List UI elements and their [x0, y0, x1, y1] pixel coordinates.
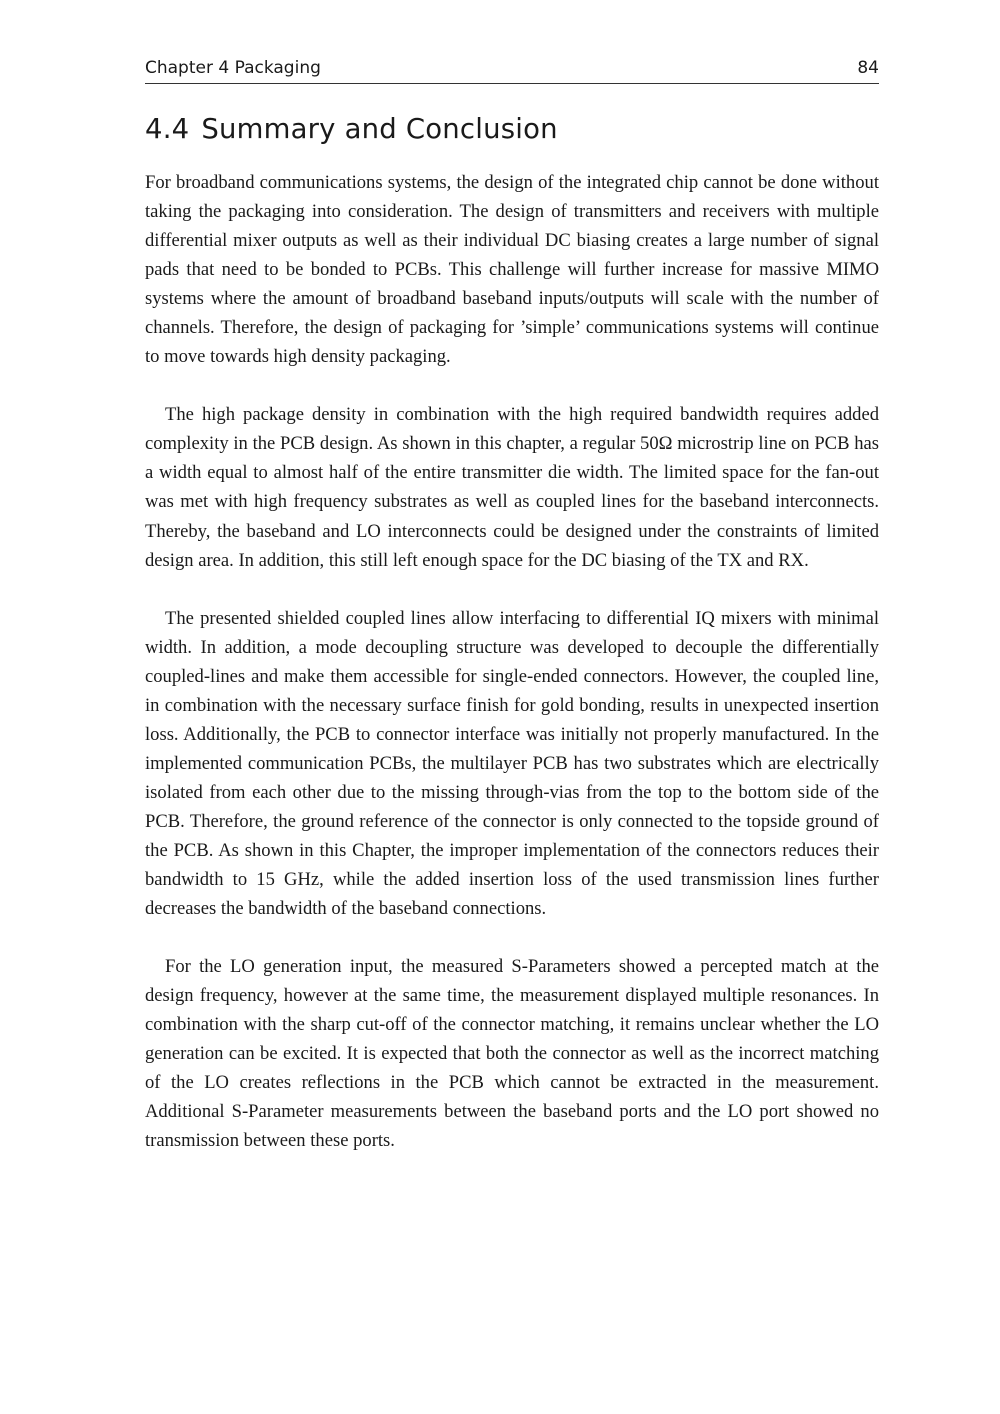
section-title: Summary and Conclusion [201, 113, 558, 145]
paragraph-4: For the LO generation input, the measured S-Parameters showed a percepted match at the design frequency, however at the same time, the measurement displayed multiple resonances. In combination with the sharp cut-off of the connector matching, it remains unclear whether the LO generation can be excited. It is expected that both the connector as well as the incorrect matching of the LO creates reflections in the PCB which cannot be extracted in the measurement. Additional S-Parameter measurements between the baseband ports and the LO port showed no transmission between these ports. [145, 956, 879, 1152]
chapter-title: Chapter 4 Packaging [145, 58, 321, 78]
running-header [145, 56, 879, 84]
paragraph-2: The high package density in combination with the high required bandwidth requires added complexity in the PCB design. As shown in this chapter, a regular 50Ω microstrip line on PCB has a width equal to almost half of the entire transmitter die width. The limited space for the fan-out was met with high frequency substrates as well as coupled lines for the baseband interconnects. Thereby, the baseband and LO interconnects could be designed under the constraints of limited design area. In addition, this still left enough space for the DC biasing of the TX and RX. [145, 404, 879, 571]
section-number: 4.4 [145, 113, 190, 145]
paragraph-1: For broadband communications systems, the design of the integrated chip cannot be done without taking the packaging into consideration. The design of transmitters and receivers with multiple differential mixer outputs as well as their individual DC biasing creates a large number of signal pads that need to be bonded to PCBs. This challenge will further increase for massive MIMO systems where the amount of broadband baseband inputs/outputs will scale with the number of channels. Therefore, the design of packaging for ’simple’ communications systems will continue to move towards high density packaging. [145, 172, 879, 368]
paragraph-3: The presented shielded coupled lines allow interfacing to differential IQ mixers with minimal width. In addition, a mode decoupling structure was developed to decouple the differentially coupled-lines and make them accessible for single-ended connectors. However, the coupled line, in combination with the necessary surface finish for gold bonding, results in unexpected insertion loss. Additionally, the PCB to connector interface was initially not properly manufactured. In the implemented communication PCBs, the multilayer PCB has two substrates which are electrically isolated from each other due to the missing through-vias from the top to the bottom side of the PCB. Therefore, the ground reference of the connector is only connected to the topside ground of the PCB. As shown in this Chapter, the improper implementation of the connectors reduces their bandwidth to 15 GHz, while the added insertion loss of the used transmission lines further decreases the bandwidth of the baseband connections. [145, 607, 879, 920]
page-number: 84 [857, 58, 879, 78]
page-content [145, 56, 879, 1184]
section-heading [145, 112, 879, 146]
